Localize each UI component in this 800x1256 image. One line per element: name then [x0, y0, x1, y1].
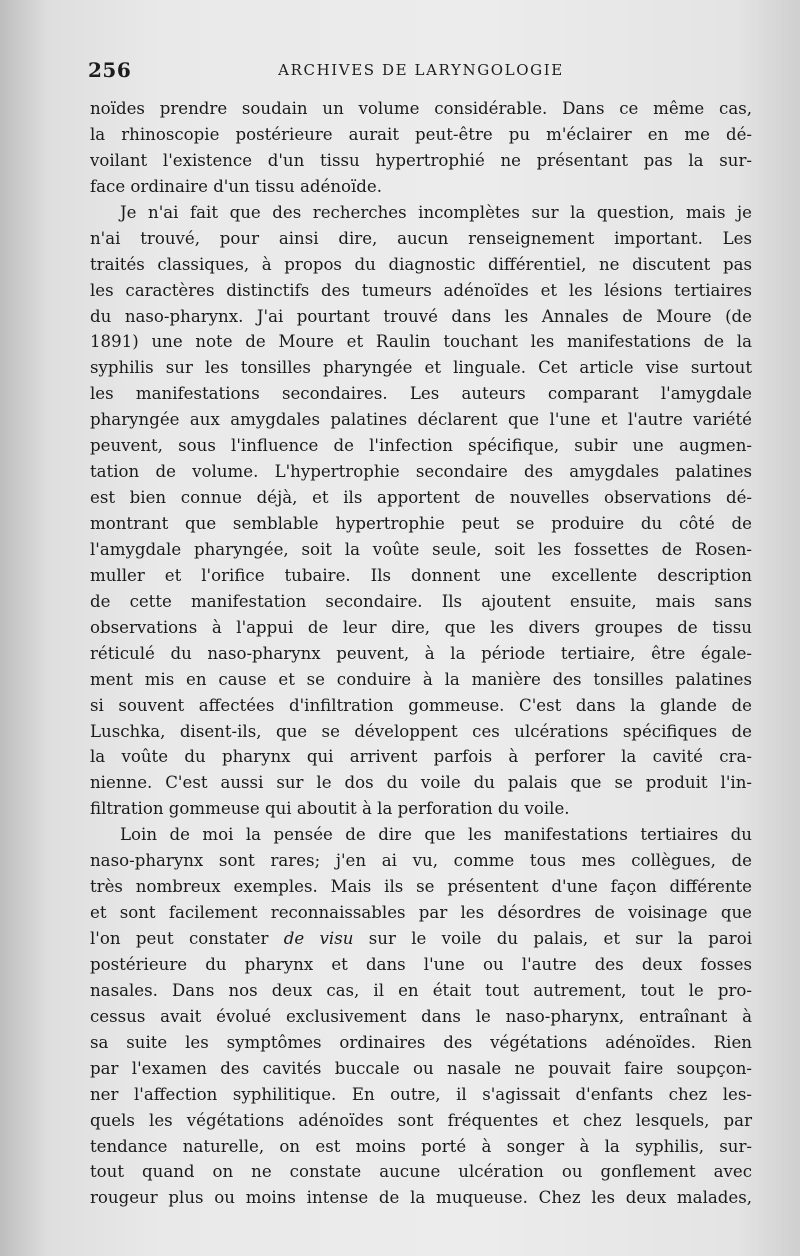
text-line: naso-pharynx sont rares; j'en ai vu, comme tous mes collègues, de [90, 851, 752, 871]
text-line: montrant que semblable hypertrophie peut se produire du côté de [90, 514, 752, 533]
text-line: peuvent, sous l'influence de l'infection spécifique, subir une augmen- [90, 436, 752, 456]
italic-text: de visu [283, 929, 354, 948]
text-line: voilant l'existence d'un tissu hypertrophié ne présentant pas la sur- [90, 150, 752, 170]
text-line: filtration gommeuse qui aboutit à la perforation du voile. [90, 799, 570, 819]
text-line: nasales. Dans nos deux cas, il en était tout autrement, tout le pro- [90, 980, 752, 1000]
text-line: quels les végétations adénoïdes sont fréquentes et chez lesquels, par [90, 1110, 752, 1130]
page-header [88, 58, 754, 84]
text-line: noïdes prendre soudain un volume considérable. Dans ce même cas, [90, 99, 752, 118]
text-line: réticulé du naso-pharynx peuvent, à la période tertiaire, être égale- [90, 643, 752, 663]
text-line: ner l'affection syphilitique. En outre, il s'agissait d'enfants chez les- [90, 1084, 752, 1104]
text-line: nienne. C'est aussi sur le dos du voile du palais que se produit l'in- [90, 773, 752, 793]
text-line: les manifestations secondaires. Les auteurs comparant l'amygdale [90, 384, 752, 404]
text-line: les caractères distinctifs des tumeurs adénoïdes et les lésions tertiaires [90, 280, 752, 300]
running-title: ARCHIVES DE LARYNGOLOGIE [278, 61, 564, 79]
text-line: muller et l'orifice tubaire. Ils donnent une excellente description [90, 565, 752, 585]
text-line: Luschka, disent-ils, que se développent ces ulcérations spécifiques de [90, 721, 752, 741]
text-line: tation de volume. L'hypertrophie secondaire des amygdales palatines [90, 462, 752, 482]
text-run: l'on peut constater [90, 929, 269, 948]
text-line [90, 926, 752, 952]
text-line: est bien connue déjà, et ils apportent de nouvelles observations dé- [90, 488, 752, 508]
text-line: cessus avait évolué exclusivement dans le naso-pharynx, entraînant à [90, 1006, 752, 1026]
text-line: tout quand on ne constate aucune ulcération ou gonflement avec [90, 1162, 752, 1182]
text-run: sur le voile du palais, et sur la paroi [368, 929, 753, 948]
page-number: 256 [88, 58, 132, 82]
text-line: face ordinaire d'un tissu adénoïde. [90, 176, 383, 196]
text-line: par l'examen des cavités buccale ou nasale ne pouvait faire soupçon- [90, 1058, 752, 1078]
text-line: Loin de moi la pensée de dire que les manifestations tertiaires du [120, 825, 752, 845]
text-line: 1891) une note de Moure et Raulin touchant les manifestations de la [90, 332, 752, 352]
text-line: si souvent affectées d'infiltration gommeuse. C'est dans la glande de [90, 695, 752, 715]
text-line: syphilis sur les tonsilles pharyngée et linguale. Cet article vise surtout [90, 358, 752, 378]
text-line: observations à l'appui de leur dire, que les divers groupes de tissu [90, 617, 752, 637]
text-line: pharyngée aux amygdales palatines déclarent que l'une et l'autre variété [90, 410, 752, 430]
text-line: postérieure du pharynx et dans l'une ou l'autre des deux fosses [90, 954, 752, 974]
text-line: rougeur plus ou moins intense de la muqueuse. Chez les deux malades, [90, 1188, 752, 1208]
text-line: et sont facilement reconnaissables par les désordres de voisinage que [90, 903, 752, 923]
text-line: tendance naturelle, on est moins porté à songer à la syphilis, sur- [90, 1136, 752, 1156]
text-line: Je n'ai fait que des recherches incomplètes sur la question, mais je [120, 202, 752, 222]
text-line: traités classiques, à propos du diagnostic différentiel, ne discutent pas [90, 254, 752, 274]
text-line: ment mis en cause et se conduire à la manière des tonsilles palatines [90, 669, 752, 689]
text-line: n'ai trouvé, pour ainsi dire, aucun renseignement important. Les [90, 228, 752, 248]
text-line: du naso-pharynx. J'ai pourtant trouvé dans les Annales de Moure (de [90, 306, 752, 326]
text-line: très nombreux exemples. Mais ils se présentent d'une façon différente [90, 877, 752, 897]
text-line: la voûte du pharynx qui arrivent parfois à perforer la cavité cra- [90, 747, 752, 767]
body-text [90, 96, 752, 1211]
text-line: de cette manifestation secondaire. Ils ajoutent ensuite, mais sans [90, 591, 752, 611]
text-line: sa suite les symptômes ordinaires des végétations adénoïdes. Rien [90, 1032, 752, 1052]
text-line: l'amygdale pharyngée, soit la voûte seule, soit les fossettes de Rosen- [90, 539, 752, 559]
text-line: la rhinoscopie postérieure aurait peut-être pu m'éclairer en me dé- [90, 124, 752, 144]
